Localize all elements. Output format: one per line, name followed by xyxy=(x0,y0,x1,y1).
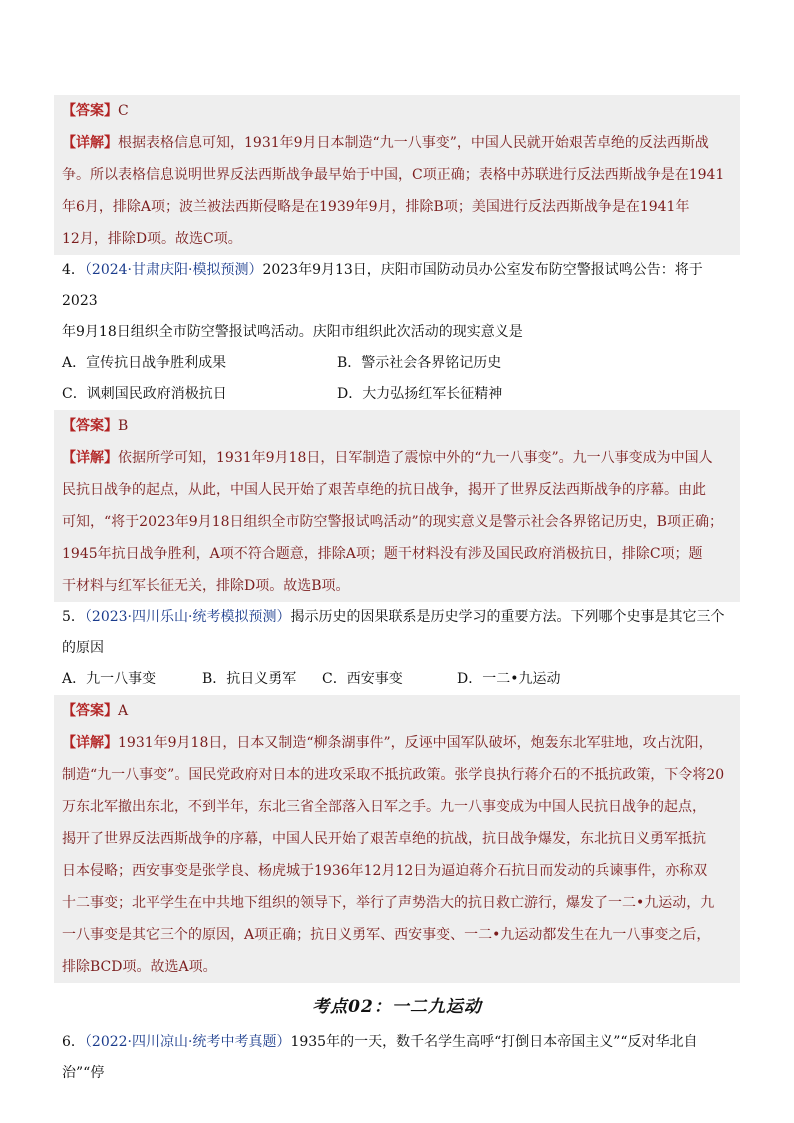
detail-text: 民抗日战争的起点，从此，中国人民开始了艰苦卓绝的抗日战争，揭开了世界反法西斯战争的序幕。由此 xyxy=(62,482,706,498)
options-row xyxy=(62,664,732,695)
question-6 xyxy=(62,1027,732,1089)
question-source: （2024·甘肃庆阳·模拟预测） xyxy=(84,262,263,278)
answer-block-q5 xyxy=(54,695,740,983)
answer-line xyxy=(62,695,732,727)
detail-text: 1945年抗日战争胜利，A项不符合题意，排除A项；题干材料没有涉及国民政府消极抗日，排除C项；题 xyxy=(62,546,703,562)
detail-text: 12月，排除D项。故选C项。 xyxy=(62,231,242,247)
detail-line xyxy=(62,442,732,474)
question-text: 年9月18日组织全市防空警报试鸣活动。庆阳市组织此次活动的现实意义是 xyxy=(62,324,523,340)
question-4 xyxy=(62,255,732,348)
answer-tag: 【答案】 xyxy=(62,418,118,434)
detail-line xyxy=(62,127,732,159)
options-row xyxy=(62,348,732,379)
option-c[interactable]: C．西安事变 xyxy=(322,671,403,687)
answer-line xyxy=(62,95,732,127)
option-a[interactable]: A．九一八事变 xyxy=(62,671,157,687)
question-number: 4． xyxy=(62,262,85,278)
option-d[interactable]: D．大力弘扬红军长征精神 xyxy=(337,386,503,402)
section-heading: 考点02：一二九运动 xyxy=(312,997,482,1017)
answer-block-q3 xyxy=(54,95,740,255)
answer-value: C xyxy=(118,103,129,119)
option-c[interactable]: C．讽刺国民政府消极抗日 xyxy=(62,386,227,402)
answer-line xyxy=(62,410,732,442)
document-page xyxy=(62,95,732,1089)
detail-text: 万东北军撤出东北，不到半年，东北三省全部落入日军之手。九一八事变成为中国人民抗日战争的起点， xyxy=(62,799,706,815)
detail-text: 揭开了世界反法西斯战争的序幕，中国人民开始了艰苦卓绝的抗战，抗日战争爆发，东北抗日义勇军抵抗 xyxy=(62,831,706,847)
question-stem xyxy=(62,602,732,633)
option-b[interactable]: B．警示社会各界铭记历史 xyxy=(337,355,502,371)
question-source: （2022·四川凉山·统考中考真题） xyxy=(84,1034,291,1050)
detail-tag: 【详解】 xyxy=(62,135,118,151)
question-text: 揭示历史的因果联系是历史学习的重要方法。下列哪个史事是其它三个 xyxy=(290,609,725,625)
question-text: 的原因 xyxy=(62,640,104,656)
detail-text: 日本侵略；西安事变是张学良、杨虎城于1936年12月12日为逼迫蒋介石抗日而发动的兵谏事件，亦称双 xyxy=(62,863,708,879)
answer-value: A xyxy=(118,703,129,719)
question-text: 2023年9月13日，庆阳市国防动员办公室发布防空警报试鸣公告：将于2023 xyxy=(62,262,703,309)
detail-text: 一八事变是其它三个的原因，A项正确；抗日义勇军、西安事变、一二•九运动都发生在九一八事变之后， xyxy=(62,927,711,943)
detail-text: 排除BCD项。故选A项。 xyxy=(62,959,217,975)
option-b[interactable]: B．抗日义勇军 xyxy=(202,671,297,687)
detail-text: 根据表格信息可知，1931年9月日本制造“九一八事变”，中国人民就开始艰苦卓绝的反法西斯战 xyxy=(118,135,709,151)
detail-text: 依据所学可知，1931年9月18日，日军制造了震惊中外的“九一八事变”。九一八事变成为中国人 xyxy=(118,450,713,466)
question-source: （2023·四川乐山·统考模拟预测） xyxy=(84,609,291,625)
detail-line xyxy=(62,727,732,759)
answer-tag: 【答案】 xyxy=(62,703,118,719)
option-d[interactable]: D．一二•九运动 xyxy=(457,671,561,687)
answer-tag: 【答案】 xyxy=(62,103,118,119)
detail-text: 年6月，排除A项；波兰被法西斯侵略是在1939年9月，排除B项；美国进行反法西斯战争是在1941年 xyxy=(62,199,690,215)
answer-value: B xyxy=(118,418,129,434)
detail-text: 1931年9月18日，日本又制造“柳条湖事件”，反诬中国军队破坏，炮轰东北军驻地，攻占沈阳， xyxy=(118,735,713,751)
detail-text: 干材料与红军长征无关，排除D项。故选B项。 xyxy=(62,578,350,594)
question-text: 1935年的一天，数千名学生高呼“打倒日本帝国主义”“反对华北自治”“停 xyxy=(62,1034,698,1081)
question-number: 6． xyxy=(62,1034,85,1050)
question-stem xyxy=(62,255,732,317)
question-5 xyxy=(62,602,732,664)
question-number: 5． xyxy=(62,609,85,625)
detail-tag: 【详解】 xyxy=(62,450,118,466)
answer-block-q4 xyxy=(54,410,740,602)
options-row xyxy=(62,379,732,410)
detail-text: 十二事变；北平学生在中共地下组织的领导下，举行了声势浩大的抗日救亡游行，爆发了一二•九运动，九 xyxy=(62,895,715,911)
detail-text: 争。所以表格信息说明世界反法西斯战争最早始于中国，C项正确；表格中苏联进行反法西斯战争是在1941 xyxy=(62,167,725,183)
detail-text: 制造“九一八事变”。国民党政府对日本的进攻采取不抵抗政策。张学良执行蒋介石的不抵抗政策，下令将20 xyxy=(62,767,725,783)
detail-tag: 【详解】 xyxy=(62,735,118,751)
option-a[interactable]: A．宣传抗日战争胜利成果 xyxy=(62,355,227,371)
detail-text: 可知，“将于2023年9月18日组织全市防空警报试鸣活动”的现实意义是警示社会各界铭记历史，B项正确； xyxy=(62,514,723,530)
